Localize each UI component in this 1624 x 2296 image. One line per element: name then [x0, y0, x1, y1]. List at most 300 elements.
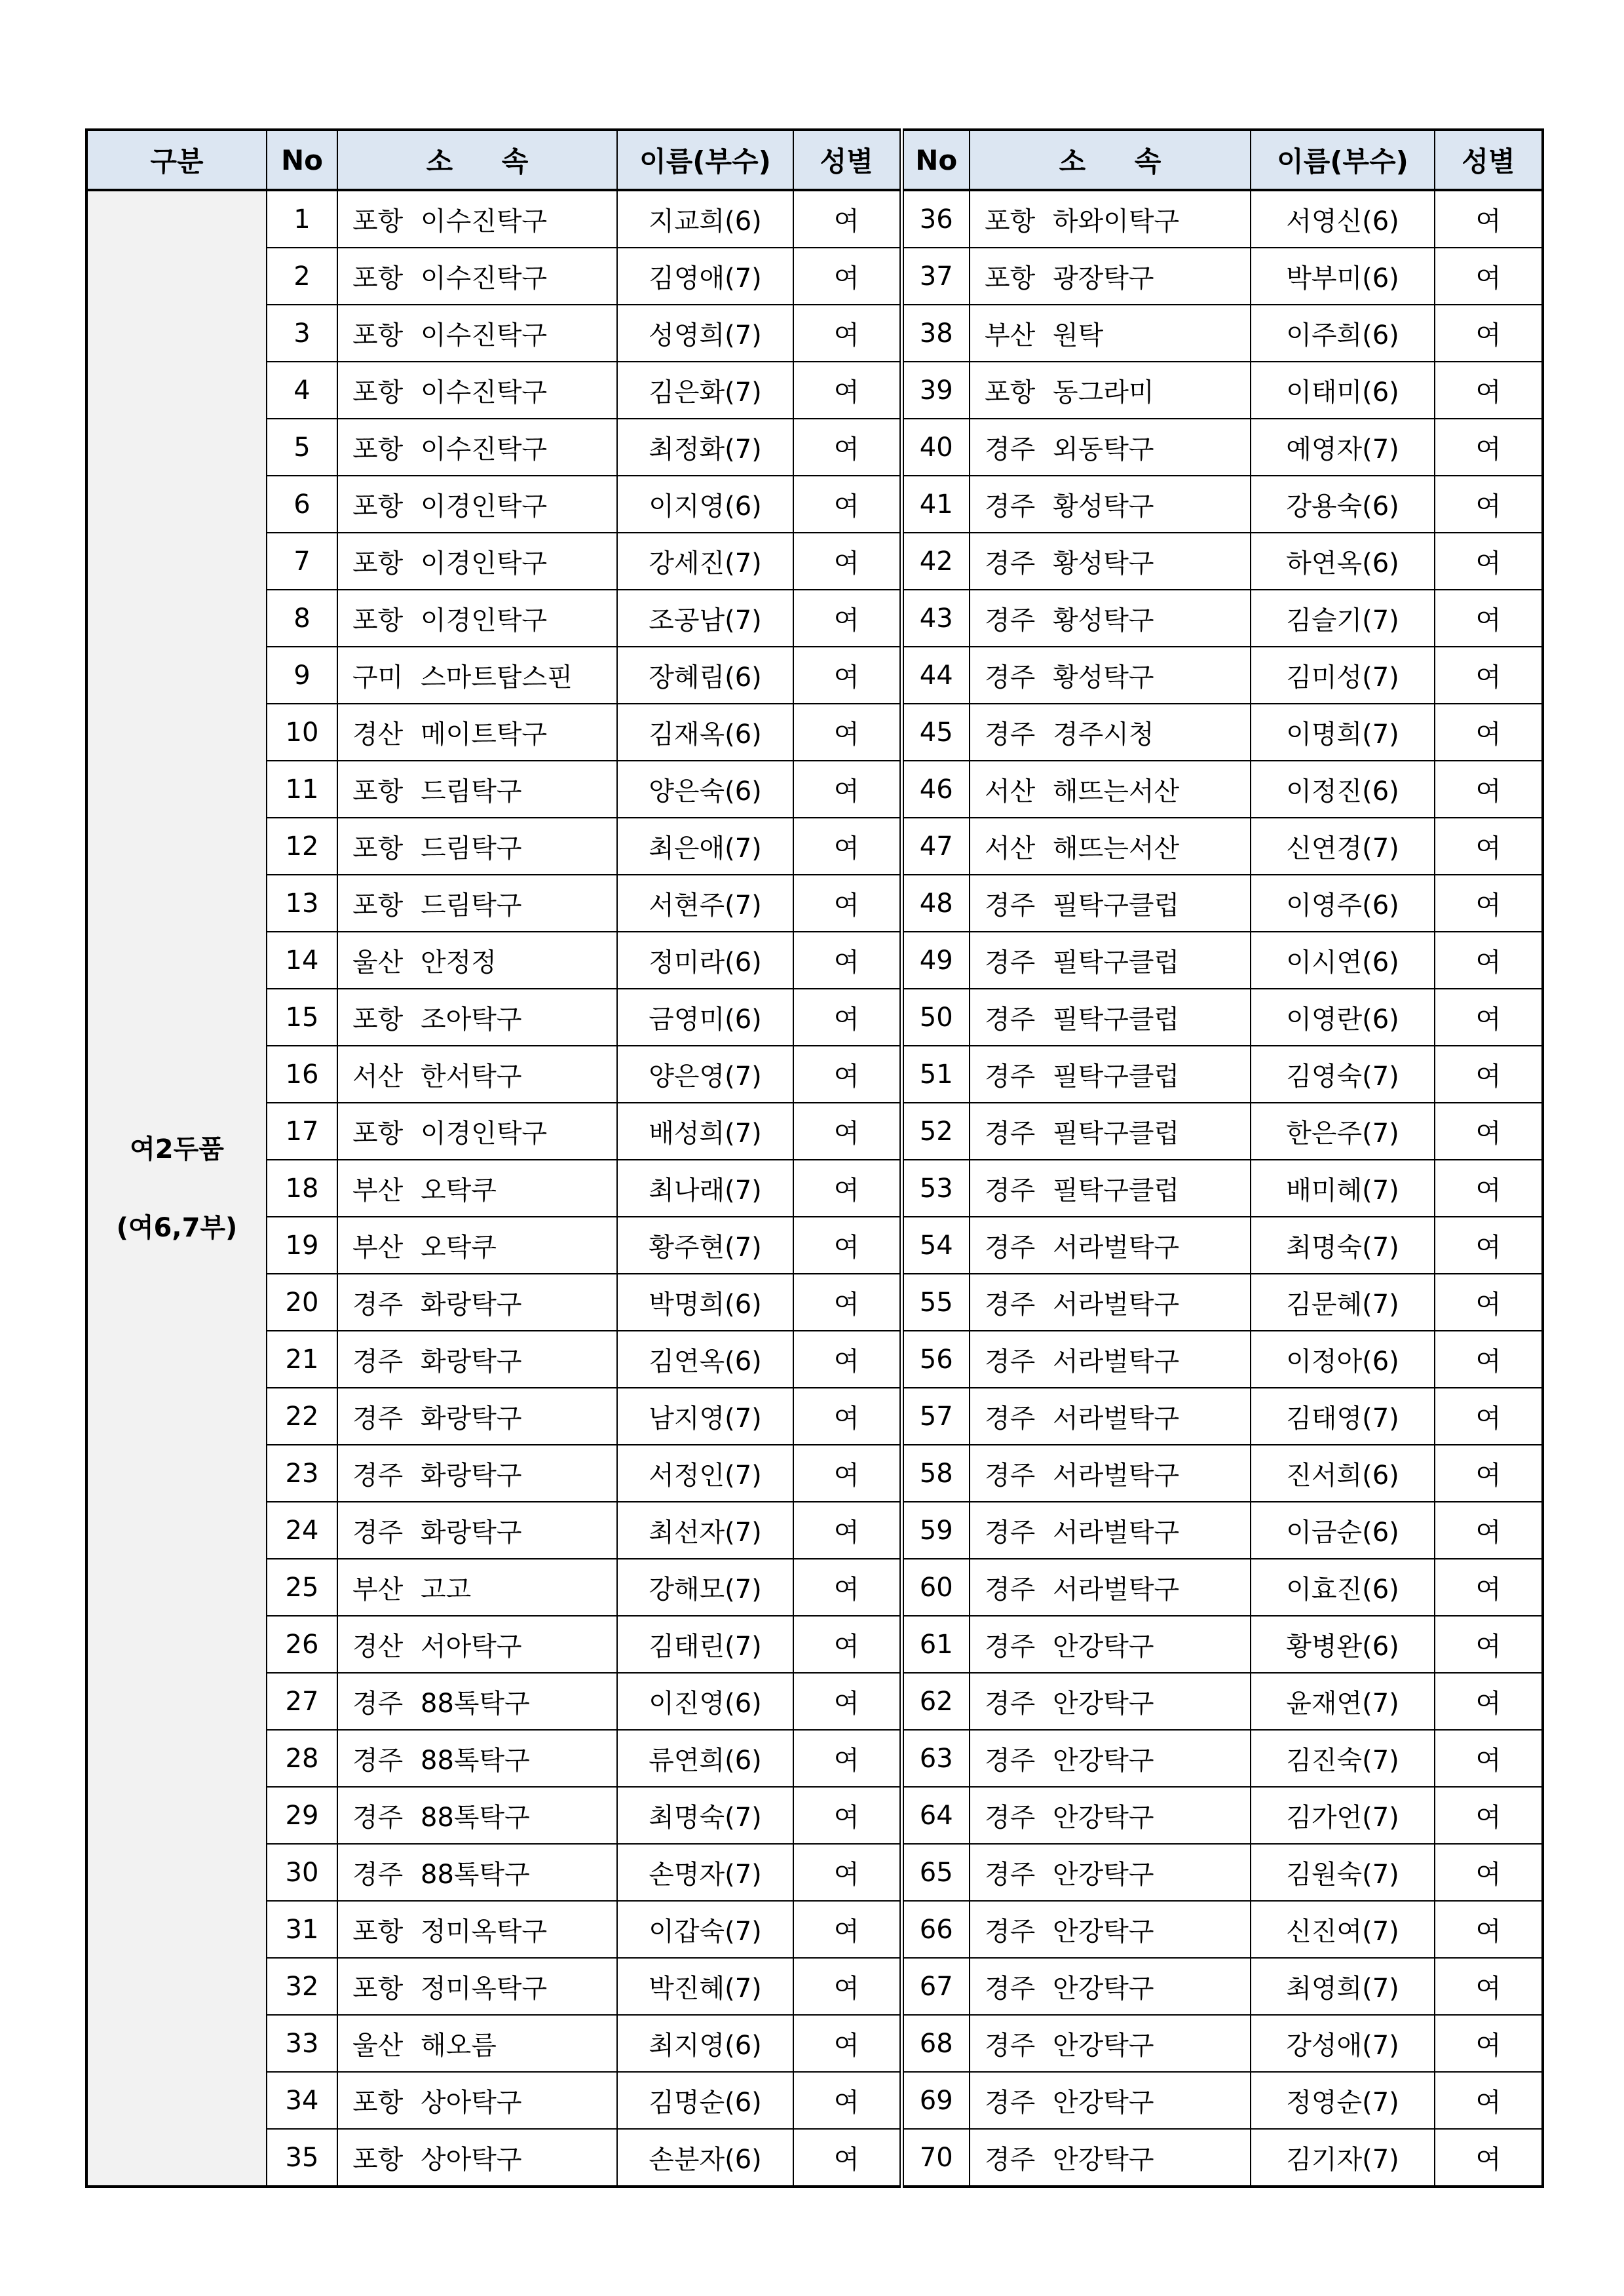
- cell-gender: 여: [1435, 1046, 1543, 1103]
- cell-club: 경주 서라벌탁구: [970, 1388, 1251, 1445]
- table-row: [86, 362, 1543, 419]
- cell-club: 경주 88톡탁구: [337, 1844, 617, 1901]
- cell-name: 이영주(6): [1251, 875, 1435, 932]
- header-no: No: [901, 130, 970, 190]
- cell-name: 남지영(7): [617, 1388, 793, 1445]
- cell-gender: 여: [793, 704, 901, 761]
- cell-name: 강성애(7): [1251, 2015, 1435, 2072]
- table-row: [86, 1331, 1543, 1388]
- cell-gender: 여: [793, 362, 901, 419]
- cell-gender: 여: [1435, 1958, 1543, 2015]
- cell-gender: 여: [793, 305, 901, 362]
- cell-gender: 여: [1435, 2072, 1543, 2129]
- cell-gender: 여: [793, 1388, 901, 1445]
- cell-no: 62: [901, 1673, 970, 1730]
- cell-gender: 여: [1435, 248, 1543, 305]
- cell-name: 박명희(6): [617, 1274, 793, 1331]
- cell-name: 김영숙(7): [1251, 1046, 1435, 1103]
- cell-gender: 여: [793, 875, 901, 932]
- cell-gender: 여: [793, 989, 901, 1046]
- table-row: [86, 2129, 1543, 2187]
- cell-no: 7: [267, 533, 337, 590]
- cell-no: 36: [901, 190, 970, 248]
- cell-no: 40: [901, 419, 970, 476]
- table-row: [86, 590, 1543, 647]
- cell-name: 최은애(7): [617, 818, 793, 875]
- cell-no: 39: [901, 362, 970, 419]
- cell-name: 이지영(6): [617, 476, 793, 533]
- cell-name: 성영희(7): [617, 305, 793, 362]
- cell-gender: 여: [1435, 1331, 1543, 1388]
- cell-no: 47: [901, 818, 970, 875]
- cell-name: 김진숙(7): [1251, 1730, 1435, 1787]
- cell-no: 43: [901, 590, 970, 647]
- cell-name: 배성희(7): [617, 1103, 793, 1160]
- cell-name: 이영란(6): [1251, 989, 1435, 1046]
- cell-club: 경주 88톡탁구: [337, 1673, 617, 1730]
- cell-no: 10: [267, 704, 337, 761]
- cell-name: 강해모(7): [617, 1559, 793, 1616]
- cell-club: 포항 상아탁구: [337, 2129, 617, 2187]
- cell-club: 포항 이수진탁구: [337, 362, 617, 419]
- cell-club: 경주 필탁구클럽: [970, 875, 1251, 932]
- table-row: [86, 419, 1543, 476]
- cell-gender: 여: [1435, 1103, 1543, 1160]
- cell-name: 예영자(7): [1251, 419, 1435, 476]
- table-row: [86, 1787, 1543, 1844]
- cell-gender: 여: [1435, 419, 1543, 476]
- cell-name: 조공남(7): [617, 590, 793, 647]
- cell-club: 경주 안강탁구: [970, 2129, 1251, 2187]
- table-row: [86, 761, 1543, 818]
- cell-gender: 여: [793, 1958, 901, 2015]
- table-row: [86, 1958, 1543, 2015]
- cell-gender: 여: [793, 1673, 901, 1730]
- cell-gender: 여: [793, 1559, 901, 1616]
- cell-club: 경주 서라벌탁구: [970, 1559, 1251, 1616]
- table-row: [86, 1901, 1543, 1958]
- cell-gender: 여: [1435, 932, 1543, 989]
- category-subtitle: (여6,7부): [116, 1212, 238, 1243]
- cell-name: 한은주(7): [1251, 1103, 1435, 1160]
- cell-gender: 여: [1435, 704, 1543, 761]
- cell-club: 경주 황성탁구: [970, 476, 1251, 533]
- cell-gender: 여: [1435, 1445, 1543, 1502]
- cell-name: 이금순(6): [1251, 1502, 1435, 1559]
- cell-club: 경주 필탁구클럽: [970, 1103, 1251, 1160]
- cell-no: 14: [267, 932, 337, 989]
- cell-no: 26: [267, 1616, 337, 1673]
- cell-name: 김슬기(7): [1251, 590, 1435, 647]
- cell-no: 55: [901, 1274, 970, 1331]
- table-row: [86, 1445, 1543, 1502]
- header-name: 이름(부수): [1251, 130, 1435, 190]
- cell-gender: 여: [1435, 1160, 1543, 1217]
- cell-name: 하연옥(6): [1251, 533, 1435, 590]
- cell-gender: 여: [1435, 362, 1543, 419]
- cell-no: 68: [901, 2015, 970, 2072]
- cell-club: 포항 드림탁구: [337, 875, 617, 932]
- cell-name: 배미혜(7): [1251, 1160, 1435, 1217]
- cell-club: 경주 안강탁구: [970, 1844, 1251, 1901]
- cell-no: 56: [901, 1331, 970, 1388]
- cell-no: 45: [901, 704, 970, 761]
- cell-name: 류연희(6): [617, 1730, 793, 1787]
- cell-club: 경주 필탁구클럽: [970, 932, 1251, 989]
- cell-club: 경주 서라벌탁구: [970, 1502, 1251, 1559]
- cell-no: 33: [267, 2015, 337, 2072]
- cell-club: 포항 정미옥탁구: [337, 1958, 617, 2015]
- cell-gender: 여: [1435, 1901, 1543, 1958]
- table-row: [86, 1502, 1543, 1559]
- cell-gender: 여: [1435, 190, 1543, 248]
- cell-club: 경주 화랑탁구: [337, 1331, 617, 1388]
- cell-no: 69: [901, 2072, 970, 2129]
- cell-club: 포항 이경인탁구: [337, 1103, 617, 1160]
- cell-no: 11: [267, 761, 337, 818]
- cell-gender: 여: [793, 647, 901, 704]
- cell-club: 경주 서라벌탁구: [970, 1217, 1251, 1274]
- cell-gender: 여: [793, 761, 901, 818]
- cell-club: 경주 외동탁구: [970, 419, 1251, 476]
- cell-club: 경산 서아탁구: [337, 1616, 617, 1673]
- cell-club: 포항 이수진탁구: [337, 305, 617, 362]
- table-row: [86, 2015, 1543, 2072]
- cell-no: 64: [901, 1787, 970, 1844]
- cell-club: 포항 광장탁구: [970, 248, 1251, 305]
- cell-gender: 여: [793, 476, 901, 533]
- cell-gender: 여: [793, 1901, 901, 1958]
- cell-name: 황병완(6): [1251, 1616, 1435, 1673]
- cell-gender: 여: [1435, 1730, 1543, 1787]
- participant-table: [85, 128, 1544, 2188]
- cell-gender: 여: [793, 1502, 901, 1559]
- cell-gender: 여: [1435, 989, 1543, 1046]
- category-cell: [86, 190, 267, 2187]
- cell-gender: 여: [1435, 590, 1543, 647]
- cell-name: 장혜림(6): [617, 647, 793, 704]
- cell-club: 울산 해오름: [337, 2015, 617, 2072]
- cell-no: 50: [901, 989, 970, 1046]
- cell-gender: 여: [793, 1730, 901, 1787]
- cell-name: 정영순(7): [1251, 2072, 1435, 2129]
- cell-no: 2: [267, 248, 337, 305]
- cell-club: 경주 필탁구클럽: [970, 1046, 1251, 1103]
- table-row: [86, 1844, 1543, 1901]
- table-row: [86, 875, 1543, 932]
- table-row: [86, 989, 1543, 1046]
- cell-club: 경주 안강탁구: [970, 2015, 1251, 2072]
- cell-name: 이진영(6): [617, 1673, 793, 1730]
- cell-no: 12: [267, 818, 337, 875]
- cell-no: 9: [267, 647, 337, 704]
- cell-name: 손명자(7): [617, 1844, 793, 1901]
- cell-no: 19: [267, 1217, 337, 1274]
- cell-no: 42: [901, 533, 970, 590]
- header-gender: 성별: [1435, 130, 1543, 190]
- cell-name: 김기자(7): [1251, 2129, 1435, 2187]
- cell-name: 강세진(7): [617, 533, 793, 590]
- table-row: [86, 476, 1543, 533]
- cell-club: 구미 스마트탑스핀: [337, 647, 617, 704]
- cell-no: 17: [267, 1103, 337, 1160]
- cell-club: 경주 안강탁구: [970, 1901, 1251, 1958]
- cell-club: 경주 안강탁구: [970, 1616, 1251, 1673]
- cell-club: 경주 필탁구클럽: [970, 989, 1251, 1046]
- cell-club: 포항 조아탁구: [337, 989, 617, 1046]
- cell-club: 경주 황성탁구: [970, 533, 1251, 590]
- cell-no: 5: [267, 419, 337, 476]
- table-row: [86, 1559, 1543, 1616]
- cell-gender: 여: [793, 1616, 901, 1673]
- cell-no: 28: [267, 1730, 337, 1787]
- cell-name: 최정화(7): [617, 419, 793, 476]
- cell-gender: 여: [793, 1046, 901, 1103]
- cell-name: 지교희(6): [617, 190, 793, 248]
- cell-gender: 여: [1435, 1673, 1543, 1730]
- cell-gender: 여: [793, 2129, 901, 2187]
- cell-gender: 여: [793, 1445, 901, 1502]
- cell-no: 57: [901, 1388, 970, 1445]
- cell-name: 손분자(6): [617, 2129, 793, 2187]
- table-row: [86, 1274, 1543, 1331]
- cell-no: 8: [267, 590, 337, 647]
- cell-gender: 여: [793, 248, 901, 305]
- cell-club: 포항 정미옥탁구: [337, 1901, 617, 1958]
- cell-name: 이정진(6): [1251, 761, 1435, 818]
- cell-club: 경주 황성탁구: [970, 647, 1251, 704]
- cell-club: 경주 화랑탁구: [337, 1502, 617, 1559]
- header-club: 소 속: [970, 130, 1251, 190]
- cell-name: 양은영(7): [617, 1046, 793, 1103]
- cell-no: 49: [901, 932, 970, 989]
- cell-no: 6: [267, 476, 337, 533]
- cell-club: 경주 서라벌탁구: [970, 1274, 1251, 1331]
- cell-club: 경주 88톡탁구: [337, 1730, 617, 1787]
- cell-name: 박진혜(7): [617, 1958, 793, 2015]
- table-row: [86, 190, 1543, 248]
- cell-name: 정미라(6): [617, 932, 793, 989]
- cell-no: 35: [267, 2129, 337, 2187]
- table-row: [86, 1388, 1543, 1445]
- cell-gender: 여: [793, 1331, 901, 1388]
- cell-no: 3: [267, 305, 337, 362]
- cell-gender: 여: [1435, 1559, 1543, 1616]
- cell-name: 이정아(6): [1251, 1331, 1435, 1388]
- cell-name: 최명숙(7): [1251, 1217, 1435, 1274]
- cell-gender: 여: [1435, 1502, 1543, 1559]
- cell-gender: 여: [1435, 476, 1543, 533]
- cell-club: 경주 황성탁구: [970, 590, 1251, 647]
- cell-name: 최영희(7): [1251, 1958, 1435, 2015]
- cell-club: 포항 이경인탁구: [337, 476, 617, 533]
- cell-no: 41: [901, 476, 970, 533]
- cell-name: 양은숙(6): [617, 761, 793, 818]
- cell-gender: 여: [793, 1844, 901, 1901]
- cell-name: 김은화(7): [617, 362, 793, 419]
- cell-gender: 여: [1435, 647, 1543, 704]
- cell-no: 34: [267, 2072, 337, 2129]
- cell-club: 부산 오탁쿠: [337, 1160, 617, 1217]
- cell-gender: 여: [1435, 305, 1543, 362]
- cell-no: 30: [267, 1844, 337, 1901]
- cell-gender: 여: [1435, 2129, 1543, 2187]
- table-row: [86, 1160, 1543, 1217]
- table-row: [86, 1217, 1543, 1274]
- table-row: [86, 2072, 1543, 2129]
- cell-no: 4: [267, 362, 337, 419]
- cell-no: 29: [267, 1787, 337, 1844]
- cell-name: 이태미(6): [1251, 362, 1435, 419]
- cell-club: 경주 화랑탁구: [337, 1388, 617, 1445]
- cell-name: 최나래(7): [617, 1160, 793, 1217]
- cell-gender: 여: [793, 818, 901, 875]
- cell-gender: 여: [793, 1217, 901, 1274]
- cell-no: 52: [901, 1103, 970, 1160]
- table-row: [86, 1103, 1543, 1160]
- cell-club: 포항 드림탁구: [337, 761, 617, 818]
- cell-name: 강용숙(6): [1251, 476, 1435, 533]
- cell-club: 부산 오탁쿠: [337, 1217, 617, 1274]
- cell-club: 경주 화랑탁구: [337, 1445, 617, 1502]
- cell-gender: 여: [1435, 875, 1543, 932]
- cell-no: 54: [901, 1217, 970, 1274]
- header-name: 이름(부수): [617, 130, 793, 190]
- cell-no: 60: [901, 1559, 970, 1616]
- cell-name: 최명숙(7): [617, 1787, 793, 1844]
- header-club: 소 속: [337, 130, 617, 190]
- header-no: No: [267, 130, 337, 190]
- cell-name: 김태영(7): [1251, 1388, 1435, 1445]
- cell-club: 부산 원탁: [970, 305, 1251, 362]
- header-category: 구분: [86, 130, 267, 190]
- cell-name: 박부미(6): [1251, 248, 1435, 305]
- cell-name: 서현주(7): [617, 875, 793, 932]
- cell-gender: 여: [793, 1787, 901, 1844]
- cell-no: 23: [267, 1445, 337, 1502]
- cell-gender: 여: [793, 190, 901, 248]
- cell-name: 김원숙(7): [1251, 1844, 1435, 1901]
- cell-club: 포항 이수진탁구: [337, 190, 617, 248]
- cell-club: 포항 이경인탁구: [337, 533, 617, 590]
- cell-club: 포항 동그라미: [970, 362, 1251, 419]
- cell-gender: 여: [793, 590, 901, 647]
- cell-name: 이주희(6): [1251, 305, 1435, 362]
- cell-name: 김연옥(6): [617, 1331, 793, 1388]
- cell-no: 22: [267, 1388, 337, 1445]
- cell-name: 서정인(7): [617, 1445, 793, 1502]
- cell-no: 51: [901, 1046, 970, 1103]
- cell-no: 37: [901, 248, 970, 305]
- cell-no: 53: [901, 1160, 970, 1217]
- cell-name: 서영신(6): [1251, 190, 1435, 248]
- cell-club: 경주 안강탁구: [970, 2072, 1251, 2129]
- cell-club: 경주 서라벌탁구: [970, 1445, 1251, 1502]
- table-row: [86, 305, 1543, 362]
- cell-gender: 여: [793, 1103, 901, 1160]
- cell-club: 경주 안강탁구: [970, 1730, 1251, 1787]
- cell-club: 경주 안강탁구: [970, 1673, 1251, 1730]
- cell-no: 46: [901, 761, 970, 818]
- cell-name: 이갑숙(7): [617, 1901, 793, 1958]
- cell-name: 김미성(7): [1251, 647, 1435, 704]
- cell-gender: 여: [1435, 1844, 1543, 1901]
- cell-no: 27: [267, 1673, 337, 1730]
- cell-gender: 여: [793, 533, 901, 590]
- table-row: [86, 818, 1543, 875]
- header-gender: 성별: [793, 130, 901, 190]
- table-row: [86, 647, 1543, 704]
- table-row: [86, 248, 1543, 305]
- cell-name: 김재옥(6): [617, 704, 793, 761]
- cell-club: 경주 경주시청: [970, 704, 1251, 761]
- cell-name: 김가언(7): [1251, 1787, 1435, 1844]
- cell-gender: 여: [1435, 1787, 1543, 1844]
- table-row: [86, 533, 1543, 590]
- cell-name: 신연경(7): [1251, 818, 1435, 875]
- cell-no: 16: [267, 1046, 337, 1103]
- table-row: [86, 1046, 1543, 1103]
- cell-club: 부산 고고: [337, 1559, 617, 1616]
- cell-club: 경주 안강탁구: [970, 1787, 1251, 1844]
- cell-no: 63: [901, 1730, 970, 1787]
- cell-no: 66: [901, 1901, 970, 1958]
- cell-gender: 여: [1435, 761, 1543, 818]
- cell-gender: 여: [1435, 1217, 1543, 1274]
- cell-no: 15: [267, 989, 337, 1046]
- cell-club: 서산 해뜨는서산: [970, 761, 1251, 818]
- cell-club: 울산 안정정: [337, 932, 617, 989]
- table-row: [86, 1616, 1543, 1673]
- cell-no: 58: [901, 1445, 970, 1502]
- header-row: [86, 130, 1543, 190]
- cell-club: 포항 상아탁구: [337, 2072, 617, 2129]
- cell-no: 61: [901, 1616, 970, 1673]
- cell-no: 21: [267, 1331, 337, 1388]
- cell-no: 48: [901, 875, 970, 932]
- cell-club: 포항 이수진탁구: [337, 419, 617, 476]
- cell-gender: 여: [793, 932, 901, 989]
- cell-club: 서산 한서탁구: [337, 1046, 617, 1103]
- cell-no: 65: [901, 1844, 970, 1901]
- cell-no: 18: [267, 1160, 337, 1217]
- cell-no: 20: [267, 1274, 337, 1331]
- cell-gender: 여: [793, 1274, 901, 1331]
- cell-gender: 여: [1435, 533, 1543, 590]
- cell-club: 포항 드림탁구: [337, 818, 617, 875]
- category-title: 여2두품: [130, 1134, 224, 1164]
- cell-no: 59: [901, 1502, 970, 1559]
- table-row: [86, 704, 1543, 761]
- cell-no: 38: [901, 305, 970, 362]
- cell-gender: 여: [1435, 2015, 1543, 2072]
- table-row: [86, 1730, 1543, 1787]
- cell-club: 포항 이수진탁구: [337, 248, 617, 305]
- cell-name: 금영미(6): [617, 989, 793, 1046]
- cell-name: 진서희(6): [1251, 1445, 1435, 1502]
- cell-no: 67: [901, 1958, 970, 2015]
- cell-no: 13: [267, 875, 337, 932]
- cell-club: 경주 서라벌탁구: [970, 1331, 1251, 1388]
- cell-gender: 여: [1435, 1616, 1543, 1673]
- cell-name: 이시연(6): [1251, 932, 1435, 989]
- cell-gender: 여: [793, 2015, 901, 2072]
- cell-name: 최지영(6): [617, 2015, 793, 2072]
- cell-gender: 여: [1435, 818, 1543, 875]
- cell-no: 31: [267, 1901, 337, 1958]
- cell-name: 김영애(7): [617, 248, 793, 305]
- cell-gender: 여: [793, 419, 901, 476]
